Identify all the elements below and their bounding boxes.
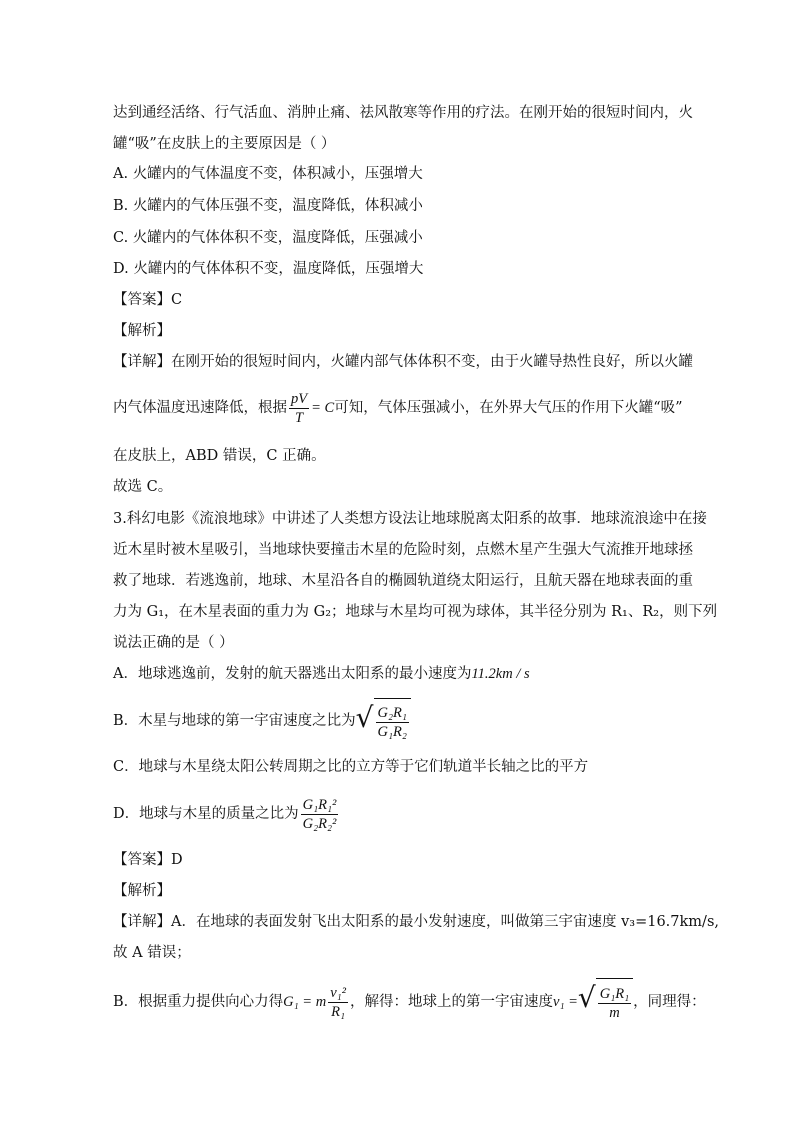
answer-label: 【答案】 bbox=[113, 292, 171, 308]
sqrt-expression bbox=[578, 978, 633, 1026]
q2-analysis-label: 【解析】 bbox=[113, 323, 171, 339]
fraction-numerator: pV bbox=[291, 390, 308, 407]
gas-law-fraction bbox=[289, 390, 309, 427]
detail-text: A．在地球的表面发射飞出太阳系的最小发射速度，叫做第三宇宙速度 v₃=16.7km/s, bbox=[171, 914, 719, 930]
fraction-denominator: T bbox=[295, 409, 304, 426]
mass-ratio-fraction bbox=[301, 796, 339, 833]
fraction-numerator: G₁R₁² bbox=[302, 796, 337, 813]
option-text: D．地球与木星的质量之比为 bbox=[113, 806, 299, 822]
q2-option-c: C. 火罐内的气体体积不变，温度降低，压强减小 bbox=[113, 230, 423, 246]
q3-stem-line3: 救了地球．若逃逸前，地球、木星沿各自的椭圆轨道绕太阳运行，且航天器在地球表面的重 bbox=[113, 573, 693, 589]
detail-label: 【详解】 bbox=[113, 914, 171, 930]
q3-stem-line2: 近木星时被木星吸引，当地球快要撞击木星的危险时刻，点燃木星产生强大气流推开地球拯 bbox=[113, 542, 693, 558]
q2-answer bbox=[113, 290, 182, 310]
q3-option-c: C．地球与木星绕太阳公转周期之比的立方等于它们轨道半长轴之比的平方 bbox=[113, 759, 589, 775]
q3-option-a bbox=[113, 664, 530, 684]
velocity-symbol: v₁ = bbox=[553, 994, 578, 1010]
detail-text: 内气体温度迅速降低，根据 bbox=[113, 400, 287, 416]
q2-option-a: A. 火罐内的气体温度不变，体积减小，压强增大 bbox=[113, 166, 423, 182]
q2-stem-line2: 罐“吸”在皮肤上的主要原因是（ ） bbox=[113, 136, 336, 152]
option-text: A．地球逃逸前，发射的航天器逃出太阳系的最小速度为 bbox=[113, 666, 472, 682]
q3-stem-line4: 力为 G₁，在木星表面的重力为 G₂；地球与木星均可视为球体，其半径分别为 R₁、R₂，则下列 bbox=[113, 604, 718, 620]
q2-option-d: D. 火罐内的气体体积不变，温度降低，压强增大 bbox=[113, 261, 424, 277]
q2-stem-line1: 达到通经活络、行气活血、消肿止痛、祛风散寒等作用的疗法。在刚开始的很短时间内，火 bbox=[113, 105, 693, 121]
ratio-fraction bbox=[376, 704, 409, 741]
detail-text: 在刚开始的很短时间内，火罐内部气体体积不变，由于火罐导热性良好，所以火罐 bbox=[171, 354, 693, 370]
q3-analysis-label: 【解析】 bbox=[113, 883, 171, 899]
fraction-numerator: G₂R₁ bbox=[377, 704, 407, 721]
formula-lhs: G₁ = m bbox=[283, 994, 327, 1010]
fraction-numerator: v₁² bbox=[330, 984, 347, 1001]
centripetal-fraction bbox=[328, 984, 348, 1021]
q3-stem-line5: 说法正确的是（ ） bbox=[113, 635, 234, 651]
formula-equals: = C bbox=[311, 400, 335, 416]
option-value: 11.2km / s bbox=[471, 666, 530, 682]
radical-sign: √ bbox=[577, 981, 596, 1014]
detail-text: 可知，气体压强减小，在外界大气压的作用下火罐“吸” bbox=[334, 400, 683, 416]
q2-detail-line1 bbox=[113, 352, 693, 372]
answer-value: C bbox=[171, 292, 183, 308]
velocity-fraction bbox=[598, 985, 631, 1022]
detail-label: 【详解】 bbox=[113, 354, 171, 370]
q2-detail-line2 bbox=[113, 388, 683, 428]
option-text: B．木星与地球的第一宇宙速度之比为 bbox=[113, 713, 356, 729]
detail-text: ，解得：地球上的第一宇宙速度 bbox=[350, 994, 554, 1010]
fraction-denominator: G₁R₂ bbox=[377, 723, 407, 740]
q3-detail-b bbox=[113, 978, 706, 1026]
q3-detail-a-line1 bbox=[113, 912, 719, 932]
sqrt-expression bbox=[356, 698, 411, 744]
answer-value: D bbox=[171, 852, 183, 868]
fraction-denominator: G₂R₂² bbox=[302, 815, 337, 832]
q3-stem-line1: 3.科幻电影《流浪地球》中讲述了人类想方设法让地球脱离太阳系的故事．地球流浪途中在接 bbox=[113, 511, 707, 527]
detail-text: B．根据重力提供向心力得 bbox=[113, 994, 284, 1010]
q3-answer bbox=[113, 850, 183, 870]
answer-label: 【答案】 bbox=[113, 852, 171, 868]
fraction-denominator: m bbox=[609, 1004, 620, 1021]
fraction-denominator: R₁ bbox=[331, 1003, 346, 1020]
q2-option-b: B. 火罐内的气体压强不变，温度降低，体积减小 bbox=[113, 198, 423, 214]
radical-sign: √ bbox=[355, 701, 374, 734]
q3-option-d bbox=[113, 792, 340, 836]
fraction-numerator: G₁R₁ bbox=[599, 985, 630, 1002]
q3-detail-a-line2: 故 A 错误； bbox=[113, 945, 191, 961]
q2-detail-line3: 在皮肤上，ABD 错误，C 正确。 bbox=[113, 448, 326, 464]
detail-text: ，同理得： bbox=[633, 994, 706, 1010]
q3-option-b bbox=[113, 698, 411, 744]
q2-conclusion: 故选 C。 bbox=[113, 479, 173, 495]
